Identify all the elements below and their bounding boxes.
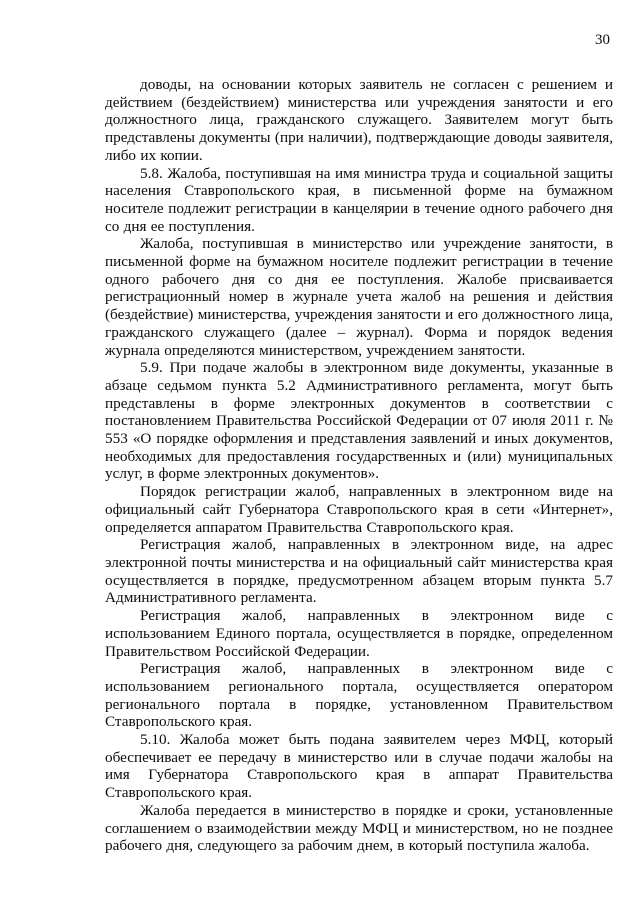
document-body <box>105 76 613 855</box>
paragraph: Регистрация жалоб, направленных в электронном виде с использованием регионального портала, осуществляется оператором регионального портала в порядке, установленном Правительством Ставропольского края. <box>105 660 613 731</box>
paragraph: Порядок регистрации жалоб, направленных в электронном виде на официальный сайт Губернатора Ставропольского края в сети «Интернет», определяется аппаратом Правительства Ставропольского края. <box>105 483 613 536</box>
paragraph: 5.8. Жалоба, поступившая на имя министра труда и социальной защиты населения Ставропольского края, в письменной форме на бумажном носителе подлежит регистрации в канцелярии в течение одного рабочего дня со дня ее поступления. <box>105 164 613 235</box>
paragraph: Регистрация жалоб, направленных в электронном виде с использованием Единого портала, осуществляется в порядке, определенном Правительством Российской Федерации. <box>105 607 613 660</box>
paragraph: 5.9. При подаче жалобы в электронном виде документы, указанные в абзаце седьмом пункта 5.2 Административного регламента, могут быть представлены в форме электронных документов в соответствии с постановлением Правительства Российской Федерации от 07 июля 2011 г. № 553 «О порядке оформления и представления заявлений и иных документов, необходимых для предоставления государственных и (или) муниципальных услуг, в форме электронных документов». <box>105 359 613 483</box>
paragraph: Регистрация жалоб, направленных в электронном виде, на адрес электронной почты министерства и на официальный сайт министерства края осуществляется в порядке, предусмотренном абзацем вторым пункта 5.7 Административного регламента. <box>105 536 613 607</box>
paragraph: 5.10. Жалоба может быть подана заявителем через МФЦ, который обеспечивает ее передачу в министерство или в случае подачи жалобы на имя Губернатора Ставропольского края в аппарат Правительства Ставропольского края. <box>105 731 613 802</box>
page-number: 30 <box>595 32 610 48</box>
paragraph: Жалоба передается в министерство в порядке и сроки, установленные соглашением о взаимодействии между МФЦ и министерством, но не позднее рабочего дня, следующего за рабочим днем, в который поступила жалоба. <box>105 801 613 855</box>
paragraph: доводы, на основании которых заявитель не согласен с решением и действием (бездействием) министерства или учреждения занятости и его должностного лица, гражданского служащего. Заявителем могут быть представлены документы (при наличии), подтверждающие доводы заявителя, либо их копии. <box>105 76 613 164</box>
paragraph: Жалоба, поступившая в министерство или учреждение занятости, в письменной форме на бумажном носителе подлежит регистрации в течение одного рабочего дня со дня ее поступления. Жалобе присваивается регистрационный номер в журнале учета жалоб на решения и действия (бездействие) министерства, учреждения занятости и его должностного лица, гражданского служащего (далее – журнал). Форма и порядок ведения журнала определяются министерством, учреждением занятости. <box>105 235 613 359</box>
